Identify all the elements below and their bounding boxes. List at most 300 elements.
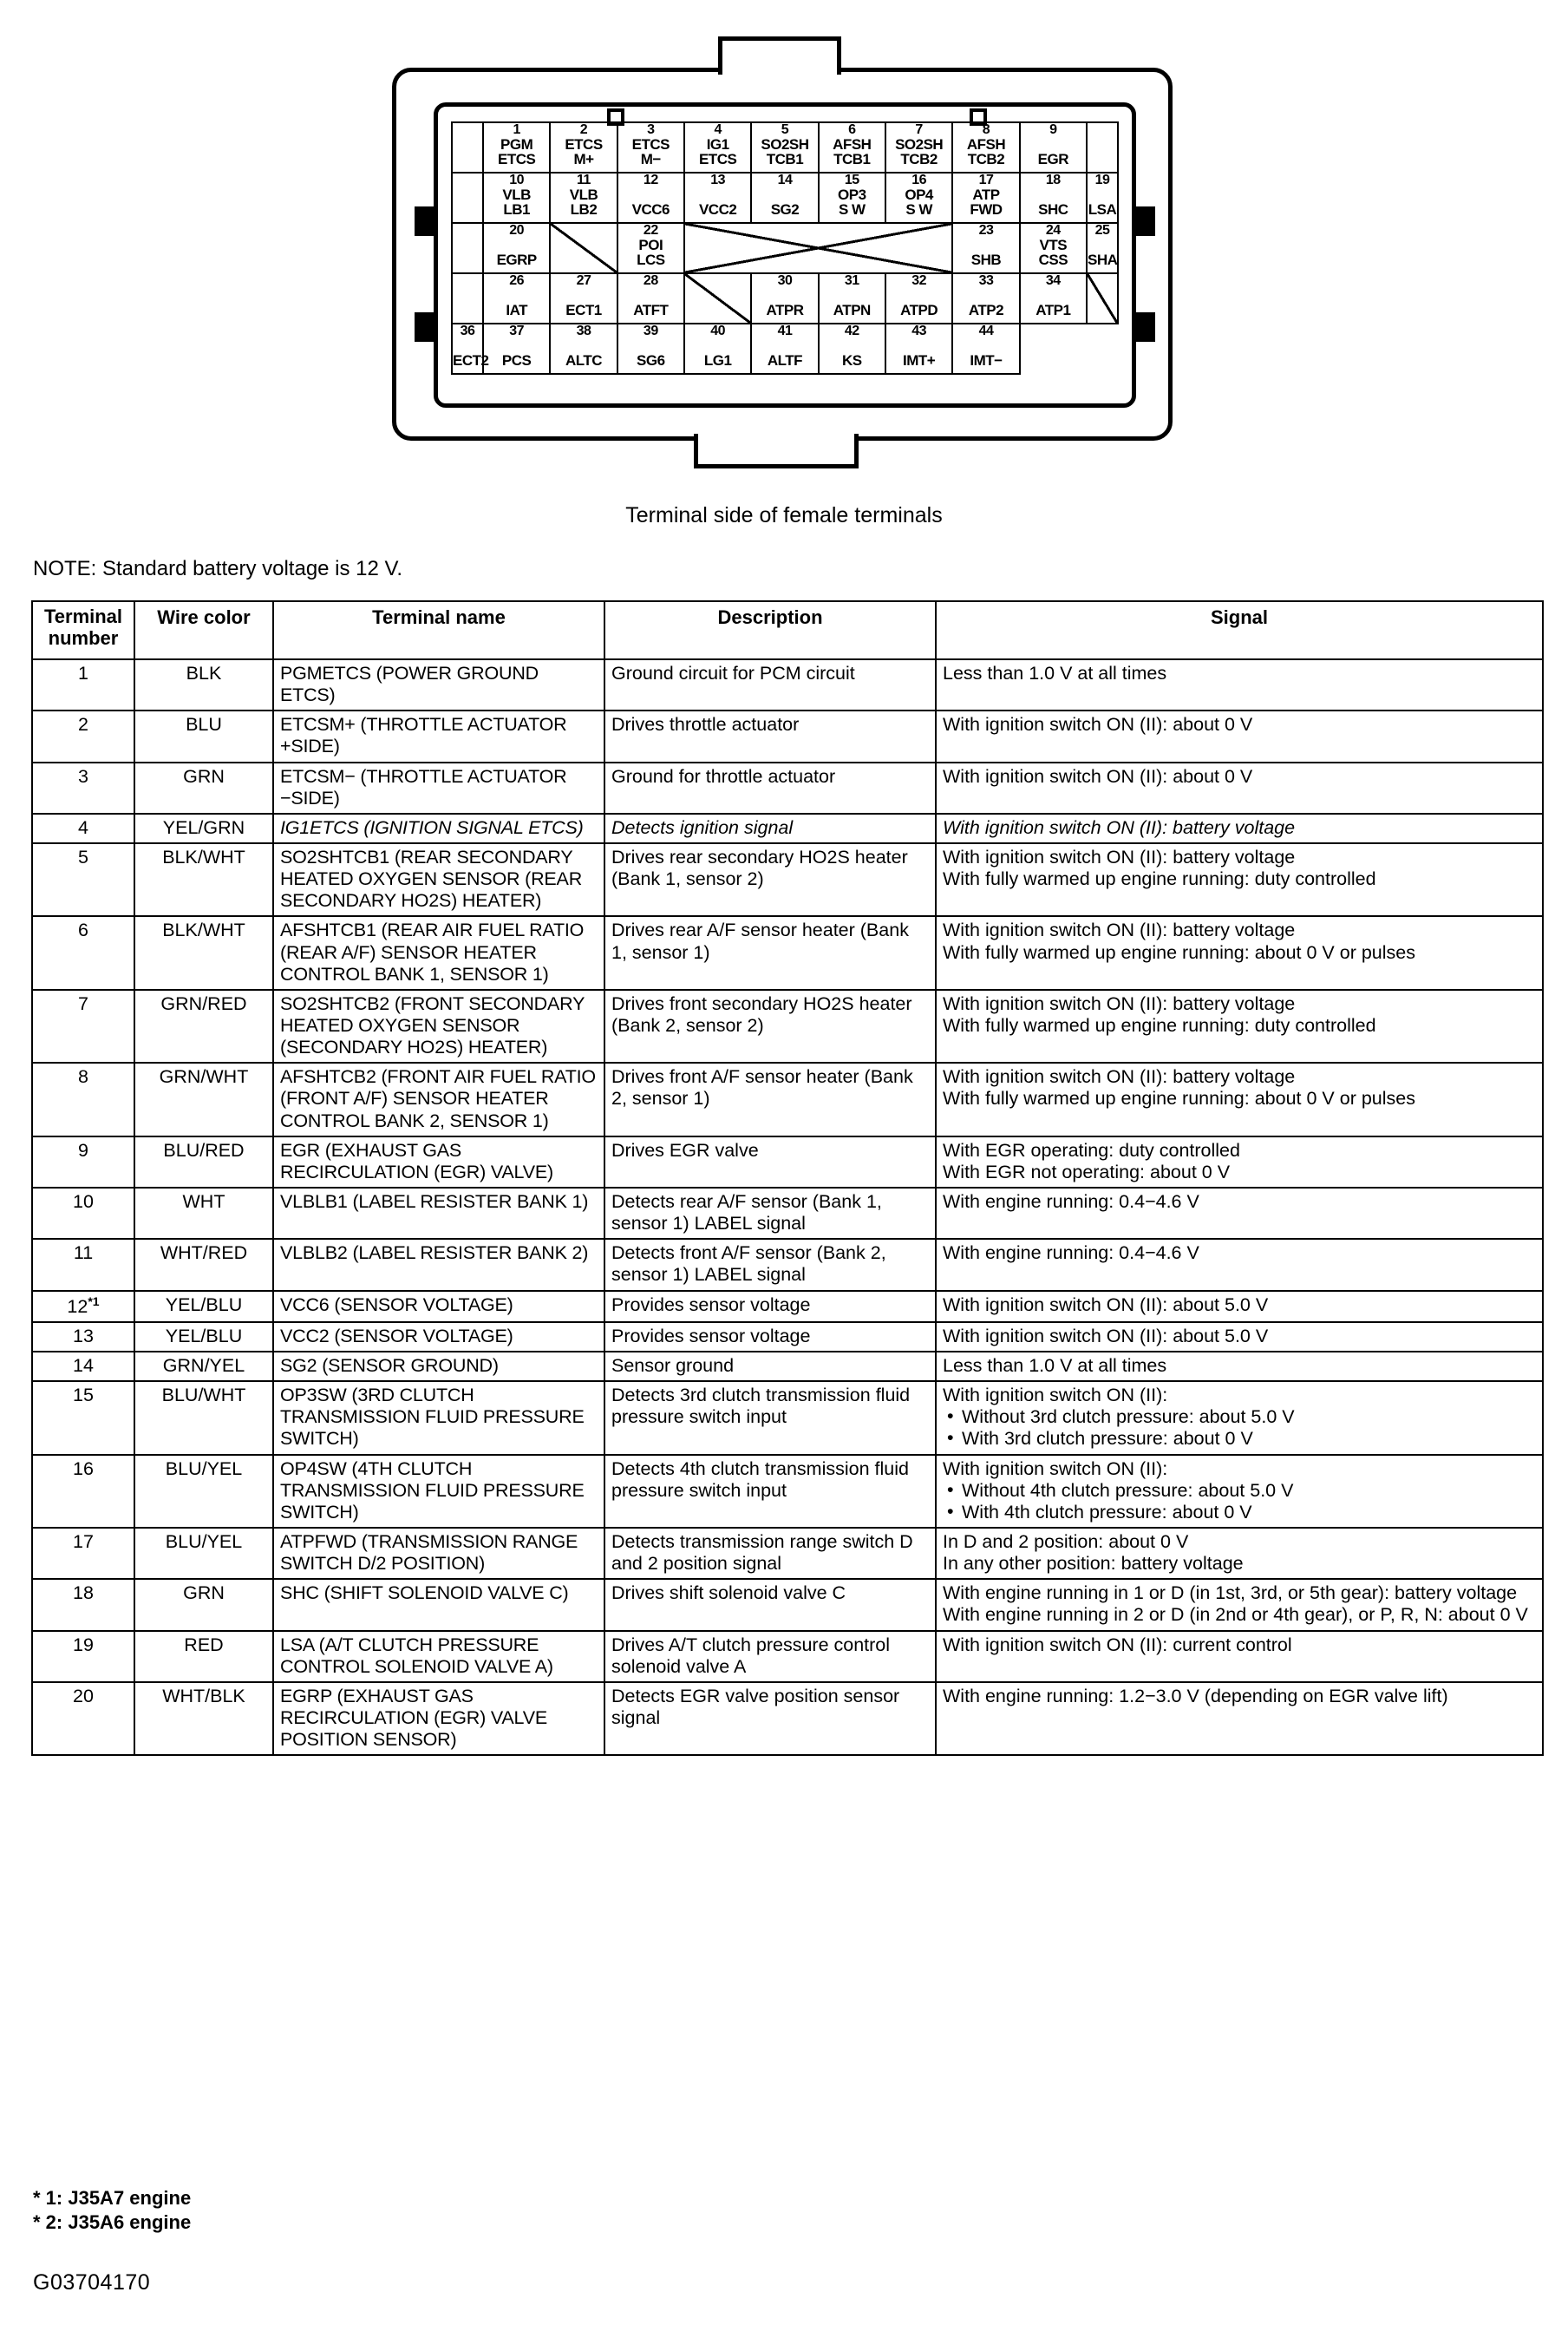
- pin-label: S W: [839, 201, 866, 218]
- pin-label: TCB1: [833, 151, 871, 167]
- col-header-terminal-name: Terminal name: [273, 601, 604, 659]
- pin-label: LCS: [637, 252, 665, 268]
- table-header-row: [32, 601, 1543, 659]
- pin-number: 20: [509, 223, 525, 238]
- pin-label: ETCS: [565, 136, 603, 153]
- pin-cell-9: [1020, 122, 1087, 173]
- cell-terminal-number: 12$^{*1}$: [32, 1291, 134, 1322]
- pin-label: ATP2: [968, 302, 1004, 318]
- pin-cell-1: [483, 122, 550, 173]
- signal-line: Less than 1.0 V at all times: [943, 663, 1167, 684]
- pin-cell-2: [550, 122, 617, 173]
- signal-line: With ignition switch ON (II): battery voltage: [943, 920, 1296, 941]
- pin-cell-26: [483, 273, 550, 324]
- pin-cell-unused: [1087, 273, 1118, 324]
- cell-wire-color: BLU/YEL: [134, 1528, 273, 1579]
- pin-cell-unused: [550, 223, 617, 273]
- cell-signal: [936, 916, 1543, 989]
- pin-label: ATP: [972, 187, 1000, 203]
- pin-label: TCB2: [900, 151, 938, 167]
- pin-cell-38: [550, 324, 617, 374]
- table-row: [32, 1682, 1543, 1755]
- table-row: [32, 916, 1543, 989]
- pin-label: ECT2: [453, 352, 489, 369]
- cell-terminal-name: SO2SHTCB1 (REAR SECONDARY HEATED OXYGEN SENSOR (REAR SECONDARY HO2S) HEATER): [273, 843, 604, 916]
- pin-number: 10: [509, 173, 525, 187]
- pin-number: 1: [513, 122, 520, 137]
- pin-number: 25: [1094, 223, 1110, 238]
- signal-line: In any other position: battery voltage: [943, 1553, 1244, 1575]
- table-row: [32, 1063, 1543, 1136]
- table-row: [32, 1381, 1543, 1454]
- cell-terminal-number: 7: [32, 990, 134, 1063]
- signal-line: With fully warmed up engine running: about 0 V or pulses: [943, 1088, 1415, 1110]
- pin-number: 23: [978, 223, 994, 238]
- cell-terminal-name: VCC2 (SENSOR VOLTAGE): [273, 1322, 604, 1352]
- pin-cell-12: [617, 173, 684, 223]
- pin-label: IMT+: [903, 352, 936, 369]
- table-row: [32, 1136, 1543, 1188]
- cell-terminal-name: ETCSM− (THROTTLE ACTUATOR −SIDE): [273, 763, 604, 814]
- pin-label: AFSH: [833, 136, 872, 153]
- cell-wire-color: WHT/BLK: [134, 1682, 273, 1755]
- signal-line: With ignition switch ON (II): battery voltage: [943, 1066, 1296, 1088]
- pin-cell-5: [751, 122, 818, 173]
- cell-signal: [936, 1579, 1543, 1630]
- cell-description: Drives front secondary HO2S heater (Bank 2, sensor 2): [604, 990, 936, 1063]
- connector-lug-right-lower: [1134, 312, 1155, 342]
- pin-number: 11: [577, 173, 591, 187]
- pin-cell-4: [684, 122, 751, 173]
- cell-wire-color: GRN/RED: [134, 990, 273, 1063]
- footnotes: [33, 2186, 191, 2235]
- pin-number: 6: [848, 122, 856, 137]
- cell-wire-color: YEL/GRN: [134, 814, 273, 843]
- pin-label: POI: [638, 237, 663, 253]
- pin-label: OP4: [905, 187, 933, 203]
- cell-description: Detects transmission range switch D and 2 position signal: [604, 1528, 936, 1579]
- cell-terminal-number: 2: [32, 711, 134, 762]
- pin-number: 7: [915, 122, 923, 137]
- pin-label: SO2SH: [761, 136, 809, 153]
- cell-signal: [936, 1455, 1543, 1528]
- pin-label: ETCS: [631, 136, 670, 153]
- pin-number: 32: [911, 273, 927, 288]
- pin-cell-unused-block: [684, 223, 952, 273]
- pin-number: 39: [643, 324, 658, 338]
- cell-signal: [936, 1291, 1543, 1322]
- cell-terminal-name: IG1ETCS (IGNITION SIGNAL ETCS): [273, 814, 604, 843]
- pin-number: 27: [576, 273, 591, 288]
- pin-cell-40: [684, 324, 751, 374]
- connector-top-notch: [718, 36, 841, 75]
- pin-cell-3: [617, 122, 684, 173]
- pin-label: ATPD: [900, 302, 938, 318]
- pin-number: 34: [1045, 273, 1061, 288]
- pin-number: 9: [1049, 122, 1057, 137]
- table-row: [32, 1291, 1543, 1322]
- pin-label: EGR: [1037, 151, 1068, 167]
- pin-label: VCC2: [698, 201, 737, 218]
- cell-description: Drives shift solenoid valve C: [604, 1579, 936, 1630]
- pin-number: 16: [911, 173, 927, 187]
- cell-description: Detects front A/F sensor (Bank 2, sensor 1) LABEL signal: [604, 1239, 936, 1290]
- cell-terminal-name: EGRP (EXHAUST GAS RECIRCULATION (EGR) VALVE POSITION SENSOR): [273, 1682, 604, 1755]
- pin-cell-23: [952, 223, 1019, 273]
- pin-label: CSS: [1038, 252, 1068, 268]
- pin-label: TCB1: [766, 151, 804, 167]
- pin-number: 30: [777, 273, 793, 288]
- footnote-line: * 2: J35A6 engine: [33, 2211, 192, 2234]
- connector-lug-left-lower: [415, 312, 435, 342]
- cell-signal: [936, 1381, 1543, 1454]
- cell-terminal-name: EGR (EXHAUST GAS RECIRCULATION (EGR) VALVE): [273, 1136, 604, 1188]
- cell-terminal-number: 15: [32, 1381, 134, 1454]
- cell-wire-color: YEL/BLU: [134, 1291, 273, 1322]
- signal-line: With ignition switch ON (II): about 0 V: [943, 765, 1253, 787]
- pin-label: LSA: [1088, 201, 1117, 218]
- cell-terminal-number: 3: [32, 763, 134, 814]
- cell-description: Provides sensor voltage: [604, 1291, 936, 1322]
- cell-description: Drives A/T clutch pressure control solenoid valve A: [604, 1631, 936, 1682]
- cell-terminal-number: 13: [32, 1322, 134, 1352]
- pin-number: 31: [844, 273, 859, 288]
- table-row: [32, 814, 1543, 843]
- signal-line: In D and 2 position: about 0 V: [943, 1530, 1189, 1552]
- cell-terminal-number: 16: [32, 1455, 134, 1528]
- pin-cell-39: [617, 324, 684, 374]
- cell-signal: [936, 711, 1543, 762]
- pin-label: SG2: [770, 201, 800, 218]
- pin-number: 40: [710, 324, 726, 338]
- pin-number: 44: [978, 324, 994, 338]
- pin-cell-44: [952, 324, 1019, 374]
- pin-label: IAT: [506, 302, 527, 318]
- cell-terminal-number: 20: [32, 1682, 134, 1755]
- cell-terminal-number: 4: [32, 814, 134, 843]
- pin-label: SHC: [1038, 201, 1068, 218]
- signal-line: With fully warmed up engine running: about 0 V or pulses: [943, 941, 1415, 963]
- pin-label: SHA: [1088, 252, 1118, 268]
- pin-cell-41: [751, 324, 818, 374]
- table-row: [32, 843, 1543, 916]
- pin-label: ECT1: [565, 302, 602, 318]
- cell-wire-color: BLU: [134, 711, 273, 762]
- pin-number: 33: [978, 273, 994, 288]
- cell-signal: [936, 1631, 1543, 1682]
- cell-wire-color: BLU/YEL: [134, 1455, 273, 1528]
- cell-wire-color: GRN: [134, 1579, 273, 1630]
- cell-wire-color: BLU/RED: [134, 1136, 273, 1188]
- pin-row: [452, 324, 1118, 374]
- cell-signal: [936, 1528, 1543, 1579]
- pin-label: TCB2: [967, 151, 1005, 167]
- table-row: [32, 1528, 1543, 1579]
- battery-voltage-note: NOTE: Standard battery voltage is 12 V.: [33, 557, 403, 580]
- pin-label: ATFT: [633, 302, 669, 318]
- pin-number: 3: [647, 122, 655, 137]
- pin-label: ALTC: [565, 352, 603, 369]
- pin-label: PCS: [501, 352, 532, 369]
- connector-lug-left-upper: [415, 206, 435, 236]
- cell-description: Sensor ground: [604, 1352, 936, 1381]
- cell-terminal-name: AFSHTCB2 (FRONT AIR FUEL RATIO (FRONT A/F) SENSOR HEATER CONTROL BANK 2, SENSOR 1): [273, 1063, 604, 1136]
- cell-signal: [936, 990, 1543, 1063]
- pin-cell-30: [751, 273, 818, 324]
- connector-diagram: [0, 0, 1568, 527]
- pin-label: PGM: [500, 136, 533, 153]
- pin-number: 12: [643, 173, 658, 187]
- cell-wire-color: GRN/YEL: [134, 1352, 273, 1381]
- cell-signal: [936, 1188, 1543, 1239]
- cell-terminal-number: 1: [32, 659, 134, 711]
- pin-cell-17: [952, 173, 1019, 223]
- signal-line: With ignition switch ON (II): battery voltage: [943, 816, 1296, 838]
- col-header-wire-color: Wire color: [134, 601, 273, 659]
- signal-bullet-item: • With 4th clutch pressure: about 0 V: [943, 1502, 1536, 1523]
- pin-number: 2: [579, 122, 588, 137]
- signal-bullet-item: • With 3rd clutch pressure: about 0 V: [943, 1428, 1536, 1450]
- pin-cell-43: [885, 324, 952, 374]
- pin-cell-empty: [452, 273, 483, 324]
- table-row: [32, 711, 1543, 762]
- cell-terminal-name: ATPFWD (TRANSMISSION RANGE SWITCH D/2 POSITION): [273, 1528, 604, 1579]
- footnote-marker: *1: [88, 1293, 100, 1308]
- cell-description: Detects 4th clutch transmission fluid pressure switch input: [604, 1455, 936, 1528]
- pin-label: SHB: [970, 252, 1002, 268]
- cell-terminal-number: 18: [32, 1579, 134, 1630]
- pin-label: AFSH: [966, 136, 1006, 153]
- cell-terminal-name: OP3SW (3RD CLUTCH TRANSMISSION FLUID PRESSURE SWITCH): [273, 1381, 604, 1454]
- signal-line: With ignition switch ON (II):: [943, 1385, 1168, 1406]
- signal-bullet-list: [943, 1406, 1536, 1450]
- pin-cell-37: [483, 324, 550, 374]
- cell-description: Ground circuit for PCM circuit: [604, 659, 936, 711]
- diagram-caption: Terminal side of female terminals: [625, 503, 943, 527]
- pin-cell-33: [952, 273, 1019, 324]
- pin-cell-32: [885, 273, 952, 324]
- pin-label: M+: [573, 151, 594, 167]
- signal-line: With ignition switch ON (II): about 5.0 V: [943, 1293, 1269, 1315]
- cell-terminal-name: ETCSM+ (THROTTLE ACTUATOR +SIDE): [273, 711, 604, 762]
- pin-number: 8: [982, 122, 990, 137]
- cell-terminal-name: VCC6 (SENSOR VOLTAGE): [273, 1291, 604, 1322]
- pin-cell-31: [819, 273, 885, 324]
- cell-wire-color: GRN/WHT: [134, 1063, 273, 1136]
- signal-bullet-item: • Without 4th clutch pressure: about 5.0 V: [943, 1480, 1536, 1502]
- pin-cell-13: [684, 173, 751, 223]
- pin-cell-42: [819, 324, 885, 374]
- pin-row: [452, 273, 1118, 324]
- pin-number: 18: [1045, 173, 1061, 187]
- pin-label: FWD: [970, 201, 1003, 218]
- cell-signal: [936, 814, 1543, 843]
- pin-cell-empty: [452, 223, 483, 273]
- table-row: [32, 1188, 1543, 1239]
- pin-row: [452, 173, 1118, 223]
- table-row: [32, 1631, 1543, 1682]
- pin-label: VLB: [502, 187, 531, 203]
- pin-label: ATPR: [766, 302, 804, 318]
- cell-wire-color: WHT: [134, 1188, 273, 1239]
- signal-line: With engine running in 2 or D (in 2nd or 4th gear), or P, R, N: about 0 V: [943, 1604, 1528, 1626]
- signal-line: With fully warmed up engine running: duty controlled: [943, 1014, 1376, 1036]
- pin-cell-34: [1020, 273, 1087, 324]
- cell-terminal-name: VLBLB1 (LABEL RESISTER BANK 1): [273, 1188, 604, 1239]
- pin-cell-empty: [1087, 122, 1118, 173]
- terminal-pin-grid: [451, 121, 1119, 375]
- pin-cell-36: [452, 324, 489, 374]
- pin-cell-28: [617, 273, 684, 324]
- table-row: [32, 659, 1543, 711]
- pin-cell-11: [550, 173, 617, 223]
- pin-cell-19: [1087, 173, 1118, 223]
- cell-terminal-name: AFSHTCB1 (REAR AIR FUEL RATIO (REAR A/F) SENSOR HEATER CONTROL BANK 1, SENSOR 1): [273, 916, 604, 989]
- pin-number: 22: [643, 223, 658, 238]
- signal-line: Less than 1.0 V at all times: [943, 1354, 1167, 1376]
- cell-terminal-number: 14: [32, 1352, 134, 1381]
- cell-terminal-name: VLBLB2 (LABEL RESISTER BANK 2): [273, 1239, 604, 1290]
- table-row: [32, 990, 1543, 1063]
- signal-bullet-item: • Without 3rd clutch pressure: about 5.0 V: [943, 1406, 1536, 1428]
- signal-line: With engine running: 1.2−3.0 V (depending on EGR valve lift): [943, 1685, 1448, 1706]
- col-header-terminal-number: Terminal number: [32, 601, 134, 659]
- signal-line: With fully warmed up engine running: duty controlled: [943, 868, 1376, 890]
- signal-line: With ignition switch ON (II): about 5.0 V: [943, 1325, 1269, 1346]
- cell-description: Drives rear secondary HO2S heater (Bank 1, sensor 2): [604, 843, 936, 916]
- pin-number: 17: [978, 173, 994, 187]
- cell-terminal-name: PGMETCS (POWER GROUND ETCS): [273, 659, 604, 711]
- connector-bottom-notch: [694, 434, 859, 468]
- col-header-signal: Signal: [936, 601, 1543, 659]
- pin-cell-16: [885, 173, 952, 223]
- pin-cell-22: [617, 223, 684, 273]
- pin-label: ETCS: [698, 151, 737, 167]
- cell-signal: [936, 1136, 1543, 1188]
- pin-label: SG6: [637, 352, 665, 369]
- pin-label: VTS: [1039, 237, 1068, 253]
- cell-signal: [936, 1063, 1543, 1136]
- signal-line: With EGR operating: duty controlled: [943, 1139, 1240, 1161]
- cell-description: Drives front A/F sensor heater (Bank 2, sensor 1): [604, 1063, 936, 1136]
- pin-label: SO2SH: [895, 136, 944, 153]
- pin-cell-27: [550, 273, 617, 324]
- signal-line: With engine running: 0.4−4.6 V: [943, 1190, 1199, 1212]
- cell-description: Detects EGR valve position sensor signal: [604, 1682, 936, 1755]
- signal-line: With engine running: 0.4−4.6 V: [943, 1242, 1199, 1264]
- pin-row: [452, 122, 1118, 173]
- cell-terminal-number: 10: [32, 1188, 134, 1239]
- pin-label: VLB: [569, 187, 598, 203]
- pin-number: 14: [777, 173, 793, 187]
- cell-description: Drives EGR valve: [604, 1136, 936, 1188]
- cell-terminal-number: 17: [32, 1528, 134, 1579]
- pin-cell-empty: [452, 173, 483, 223]
- table-row: [32, 1579, 1543, 1630]
- pin-number: 24: [1045, 223, 1061, 238]
- col-header-description: Description: [604, 601, 936, 659]
- cell-wire-color: GRN: [134, 763, 273, 814]
- cell-terminal-name: SG2 (SENSOR GROUND): [273, 1352, 604, 1381]
- pin-number: 42: [844, 324, 859, 338]
- cell-description: Drives throttle actuator: [604, 711, 936, 762]
- pin-cell-15: [819, 173, 885, 223]
- pin-label: ATPN: [833, 302, 871, 318]
- cell-wire-color: BLK/WHT: [134, 843, 273, 916]
- cell-signal: [936, 763, 1543, 814]
- pin-label: EGRP: [496, 252, 537, 268]
- cell-description: Detects 3rd clutch transmission fluid pressure switch input: [604, 1381, 936, 1454]
- pin-label: LB1: [503, 201, 530, 218]
- cell-terminal-number: 19: [32, 1631, 134, 1682]
- table-row: [32, 1239, 1543, 1290]
- pin-number: 19: [1094, 173, 1110, 187]
- cell-signal: [936, 1322, 1543, 1352]
- pin-cell-empty: [452, 122, 483, 173]
- pin-cell-7: [885, 122, 952, 173]
- cell-terminal-number: 8: [32, 1063, 134, 1136]
- cell-wire-color: BLK: [134, 659, 273, 711]
- pin-cell-24: [1020, 223, 1087, 273]
- cell-description: Ground for throttle actuator: [604, 763, 936, 814]
- pin-label: LB2: [570, 201, 598, 218]
- cell-terminal-number: 6: [32, 916, 134, 989]
- table-row: [32, 1322, 1543, 1352]
- pin-label: ALTF: [767, 352, 803, 369]
- pin-number: 26: [509, 273, 525, 288]
- pin-label: M−: [640, 151, 661, 167]
- pin-number: 41: [777, 324, 793, 338]
- cell-terminal-number: 5: [32, 843, 134, 916]
- pin-number: 37: [509, 324, 525, 338]
- table-row: [32, 1455, 1543, 1528]
- terminal-spec-table-wrap: [31, 600, 1542, 1756]
- table-row: [32, 1352, 1543, 1381]
- cell-terminal-name: LSA (A/T CLUTCH PRESSURE CONTROL SOLENOID VALVE A): [273, 1631, 604, 1682]
- signal-line: With ignition switch ON (II): about 0 V: [943, 714, 1253, 736]
- cell-terminal-name: SO2SHTCB2 (FRONT SECONDARY HEATED OXYGEN SENSOR (SECONDARY HO2S) HEATER): [273, 990, 604, 1063]
- pin-label: KS: [841, 352, 862, 369]
- pin-number: 5: [781, 122, 789, 137]
- pin-label: OP3: [838, 187, 866, 203]
- cell-wire-color: YEL/BLU: [134, 1322, 273, 1352]
- cell-description: Drives rear A/F sensor heater (Bank 1, sensor 1): [604, 916, 936, 989]
- cell-terminal-number: 11: [32, 1239, 134, 1290]
- cell-description: Provides sensor voltage: [604, 1322, 936, 1352]
- pin-cell-8: [952, 122, 1019, 173]
- pin-cell-20: [483, 223, 550, 273]
- signal-line: With ignition switch ON (II): current control: [943, 1634, 1292, 1655]
- cell-wire-color: BLK/WHT: [134, 916, 273, 989]
- document-id: G03704170: [33, 2270, 151, 2295]
- signal-line: With ignition switch ON (II): battery voltage: [943, 846, 1296, 868]
- cell-wire-color: WHT/RED: [134, 1239, 273, 1290]
- pin-label: LG1: [703, 352, 732, 369]
- connector-lug-right-upper: [1134, 206, 1155, 236]
- pin-label: IMT−: [970, 352, 1003, 369]
- pin-number: 38: [576, 324, 591, 338]
- pin-cell-10: [483, 173, 550, 223]
- footnote-line: * 1: J35A7 engine: [33, 2187, 192, 2209]
- pin-row: [452, 223, 1118, 273]
- pin-number: 13: [710, 173, 726, 187]
- cell-terminal-name: OP4SW (4TH CLUTCH TRANSMISSION FLUID PRESSURE SWITCH): [273, 1455, 604, 1528]
- pin-cell-unused: [684, 273, 751, 324]
- pin-label: ATP1: [1036, 302, 1071, 318]
- terminal-spec-table: [31, 600, 1544, 1756]
- pin-label: VCC6: [631, 201, 670, 218]
- cell-signal: [936, 1682, 1543, 1755]
